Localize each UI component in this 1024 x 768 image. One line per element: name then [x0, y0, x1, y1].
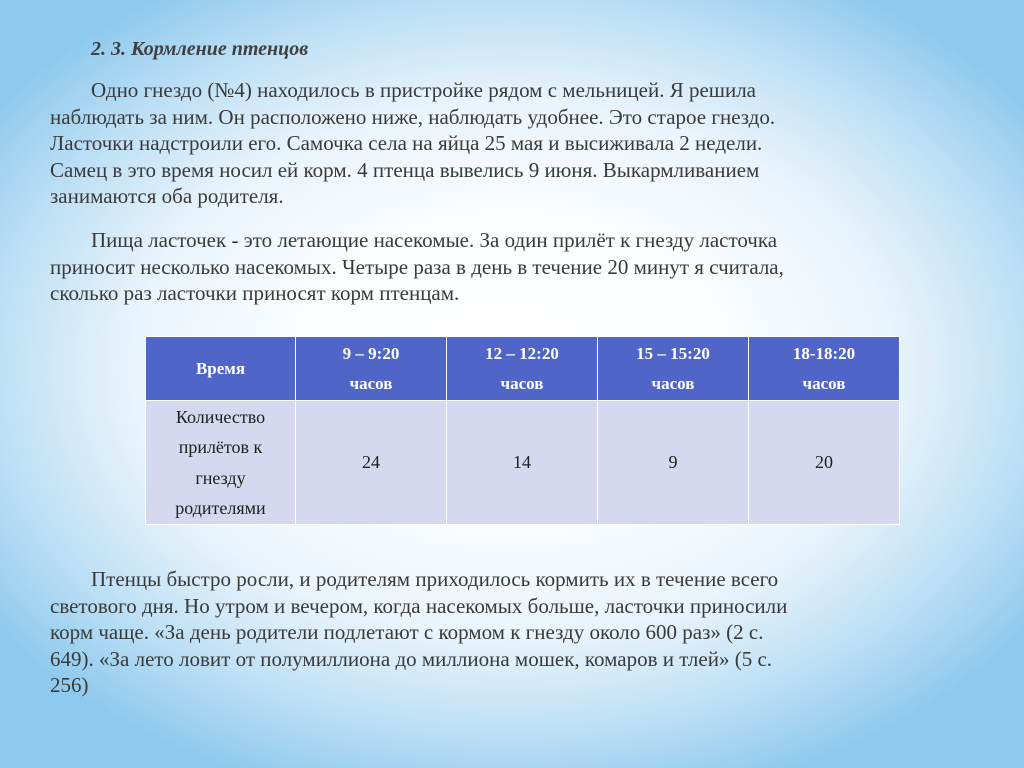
paragraph-nest-observation: [50, 77, 950, 210]
row-label-line: родителями: [175, 498, 266, 518]
text-line: Птенцы быстро росли, и родителям приходилось кормить их в течение всего: [91, 567, 779, 591]
time-unit: часов: [349, 373, 393, 393]
text-line: наблюдать за ним. Он расположено ниже, наблюдать удобнее. Это старое гнездо.: [50, 104, 776, 129]
value-cell: 24: [296, 401, 447, 525]
time-range: 12 – 12:20: [485, 343, 559, 363]
text-line: корм чаще. «За день родители подлетают с кормом к гнезду около 600 раз» (2 с.: [50, 620, 764, 644]
time-unit: часов: [500, 373, 544, 393]
header-time-slot: [447, 337, 598, 401]
header-time-label: Время: [146, 337, 296, 401]
text-line: занимаются оба родителя.: [50, 184, 284, 208]
row-label-line: прилётов к: [178, 437, 263, 457]
text-line: Одно гнездо (№4) находилось в пристройке рядом с мельницей. Я решила: [91, 78, 757, 102]
time-range: 18-18:20: [792, 343, 856, 363]
header-time-slot: [598, 337, 749, 401]
text-line: Самец в это время носил ей корм. 4 птенца вывелись 9 июня. Выкармливанием: [50, 157, 760, 182]
text-line: светового дня. Но утром и вечером, когда насекомых больше, ласточки приносили: [50, 593, 788, 618]
header-time-slot: [296, 337, 447, 401]
value-cell: 14: [447, 401, 598, 525]
paragraph-chick-growth: [50, 566, 950, 699]
text-line: приносит несколько насекомых. Четыре раза в день в течение 20 минут я считала,: [50, 254, 784, 279]
time-range: 9 – 9:20: [342, 343, 400, 363]
paragraph-swallow-food: [50, 227, 950, 307]
value-cell: 20: [749, 401, 900, 525]
text-line: 649). «За лето ловит от полумиллиона до миллиона мошек, комаров и тлей» (5 с.: [50, 646, 773, 671]
text-line: Пища ласточек - это летающие насекомые. За один прилёт к гнезду ласточка: [91, 228, 778, 252]
header-time-slot: [749, 337, 900, 401]
text-line: Ласточки надстроили его. Самочка села на яйца 25 мая и высиживала 2 недели.: [50, 131, 763, 155]
table-header-row: [146, 337, 900, 401]
time-range: 15 – 15:20: [636, 343, 710, 363]
feeding-table: [145, 336, 900, 525]
row-label-line: гнезду: [195, 467, 246, 488]
text-line: 256): [50, 673, 89, 697]
time-unit: часов: [802, 373, 846, 393]
value-cell: 9: [598, 401, 749, 525]
row-label-cell: [146, 401, 296, 525]
text-line: сколько раз ласточки приносят корм птенцам.: [50, 281, 460, 305]
section-heading: 2. 3. Кормление птенцов: [91, 38, 309, 60]
row-label-line: Количество: [175, 406, 266, 427]
time-unit: часов: [651, 373, 695, 393]
table-row: [146, 401, 900, 525]
